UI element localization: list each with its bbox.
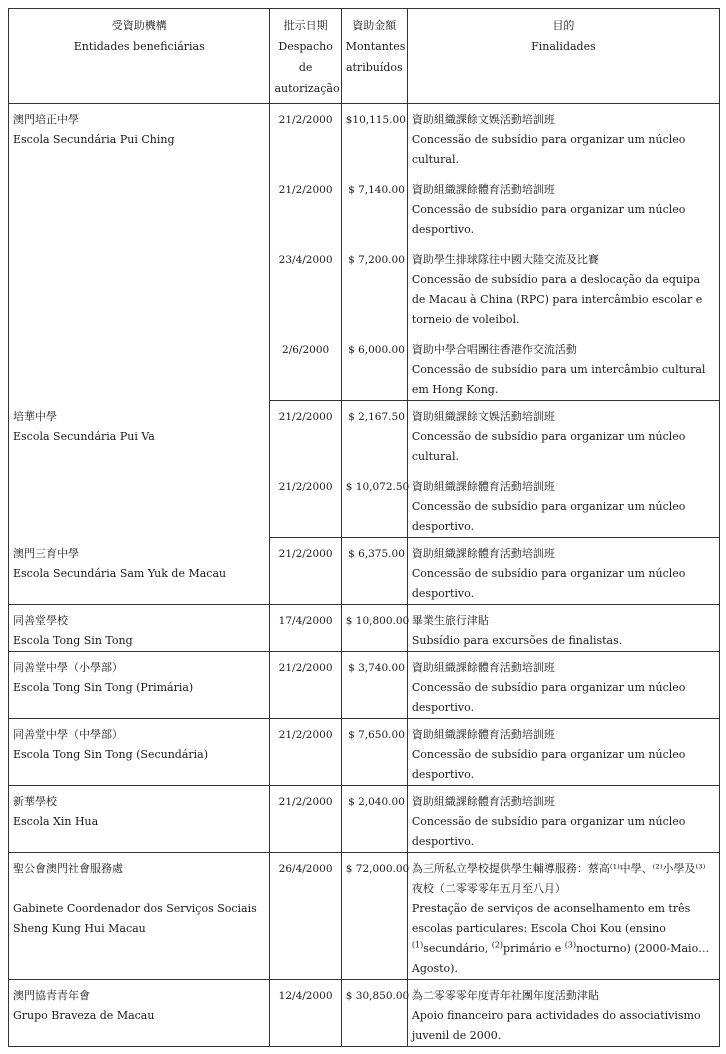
entity-cell (9, 786, 270, 853)
purpose-pt: Concessão de subsídio para organizar um núcleo desportivo. (411, 567, 686, 600)
entity-group-sam-yuk (9, 538, 720, 605)
purpose-zh: 資助組織課餘文娛活動培訓班 (411, 410, 555, 423)
header-date-zh: 批示日期 (283, 19, 328, 32)
entity-name-pt: Escola Tong Sin Tong (Secundária) (13, 748, 209, 761)
date-cell: 21/2/2000 (270, 786, 341, 853)
header-entity-pt: Entidades beneficiárias (73, 40, 205, 53)
purpose-pt: Concessão de subsídio para organizar um núcleo desportivo. (411, 681, 686, 714)
date-cell: 21/2/2000 (270, 652, 341, 719)
purpose-pt-part-b: secundário, (423, 942, 492, 955)
purpose-cell (407, 853, 719, 980)
purpose-pt: Concessão de subsídio para organizar um núcleo cultural. (411, 133, 686, 166)
table-row (9, 719, 720, 786)
purpose-cell (407, 104, 719, 171)
amount-cell: $10,115.00 (341, 104, 407, 171)
purpose-zh: 資助學生排球隊往中國大陸交流及比賽 (411, 253, 599, 266)
amount-cell: $ 7,140.00 (341, 170, 407, 240)
purpose-zh: 資助組織課餘體育活動培訓班 (411, 480, 555, 493)
purpose-zh: 畢業生旅行津貼 (411, 614, 489, 627)
header-date-pt1: Despacho de (278, 40, 333, 74)
entity-cell (9, 853, 270, 980)
entity-cell (9, 104, 270, 401)
entity-group-pui-va (9, 401, 720, 538)
date-cell: 21/2/2000 (270, 104, 341, 171)
purpose-pt: Concessão de subsídio para organizar um núcleo desportivo. (411, 203, 686, 236)
purpose-pt-part-d: nocturno) (2000-Maio…Agosto). (411, 942, 710, 975)
amount-cell: $ 30,850.00 (341, 980, 407, 1047)
footnote-marker-3: (3) (564, 940, 577, 950)
header-amount (341, 9, 407, 104)
purpose-cell (407, 719, 719, 786)
date-cell: 23/4/2000 (270, 240, 341, 330)
header-date (270, 9, 341, 104)
purpose-cell (407, 652, 719, 719)
entity-name-pt-line1: Gabinete Coordenador dos Serviços Sociais (13, 902, 257, 915)
entity-group-tong-sin-tong (9, 605, 720, 652)
purpose-cell (407, 538, 719, 605)
entity-cell (9, 401, 270, 538)
entity-blank-line (13, 879, 265, 899)
entity-name-zh: 澳門培正中學 (13, 113, 79, 126)
entity-name-pt: Escola Secundária Pui Ching (13, 133, 175, 146)
table-row (9, 853, 720, 980)
purpose-cell (407, 786, 719, 853)
entity-name-zh: 聖公會澳門社會服務處 (13, 862, 123, 875)
amount-cell: $ 6,000.00 (341, 330, 407, 401)
header-entity-zh: 受資助機構 (111, 19, 167, 32)
entity-cell (9, 980, 270, 1047)
purpose-cell (407, 467, 719, 538)
table-row (9, 401, 720, 468)
amount-cell: $ 2,040.00 (341, 786, 407, 853)
purpose-pt: Concessão de subsídio para organizar um núcleo cultural. (411, 430, 686, 463)
entity-name-pt: Escola Secundária Pui Va (13, 429, 155, 443)
amount-cell: $ 10,800.00 (341, 605, 407, 652)
purpose-zh: 資助中學合唱團往香港作交流活動 (411, 343, 577, 356)
table-row (9, 538, 720, 605)
entity-name-zh: 澳門三育中學 (13, 546, 79, 560)
table-row (9, 652, 720, 719)
purpose-zh: 為三所私立學校提供學生輔導服務：蔡高⁽¹⁾中學、⁽²⁾小學及⁽³⁾夜校（二零零零年五月至八月） (411, 862, 706, 895)
date-cell: 26/4/2000 (270, 853, 341, 980)
entity-name-pt: Escola Tong Sin Tong (Primária) (13, 681, 194, 694)
purpose-zh: 資助組織課餘文娛活動培訓班 (411, 113, 555, 126)
entity-group-pui-ching (9, 104, 720, 401)
amount-cell: $ 6,375.00 (341, 538, 407, 605)
entity-name-zh: 培華中學 (13, 409, 57, 423)
purpose-pt: Concessão de subsídio para organizar um núcleo desportivo. (411, 500, 686, 533)
purpose-pt: Concessão de subsídio para organizar um núcleo desportivo. (411, 748, 686, 781)
date-cell: 21/2/2000 (270, 719, 341, 786)
purpose-zh: 為二零零零年度青年社團年度活動津貼 (411, 989, 599, 1002)
entity-group-sheng-kung-hui (9, 853, 720, 980)
footnote-marker-2: (2) (491, 940, 504, 950)
entity-group-xin-hua (9, 786, 720, 853)
entity-group-braveza (9, 980, 720, 1047)
purpose-cell (407, 170, 719, 240)
entity-cell (9, 719, 270, 786)
table-row (9, 605, 720, 652)
purpose-zh: 資助組織課餘體育活動培訓班 (411, 183, 555, 196)
entity-cell (9, 538, 270, 605)
date-cell: 17/4/2000 (270, 605, 341, 652)
purpose-pt: Concessão de subsídio para um intercâmbio cultural em Hong Kong. (411, 363, 706, 396)
header-amount-pt2: atribuídos (345, 61, 403, 74)
purpose-pt: Concessão de subsídio para a deslocação da equipa de Macau à China (RPC) para intercâmbio escolar e torneio de voleibol. (411, 273, 703, 326)
table-row (9, 980, 720, 1047)
purpose-cell (407, 401, 719, 468)
amount-cell: $ 3,740.00 (341, 652, 407, 719)
grants-table (8, 8, 720, 1047)
date-cell: 12/4/2000 (270, 980, 341, 1047)
entity-group-tong-sin-tong-primaria (9, 652, 720, 719)
entity-name-pt: Escola Secundária Sam Yuk de Macau (13, 566, 227, 580)
entity-cell (9, 652, 270, 719)
purpose-cell (407, 980, 719, 1047)
date-cell: 21/2/2000 (270, 170, 341, 240)
purpose-zh: 資助組織課餘體育活動培訓班 (411, 661, 555, 674)
date-cell: 21/2/2000 (270, 467, 341, 538)
purpose-pt: Concessão de subsídio para organizar um núcleo desportivo. (411, 815, 686, 848)
date-cell: 2/6/2000 (270, 330, 341, 401)
entity-name-pt: Escola Tong Sin Tong (13, 634, 133, 647)
entity-name-pt: Escola Xin Hua (13, 815, 99, 828)
amount-cell: $ 7,200.00 (341, 240, 407, 330)
header-purpose (407, 9, 719, 104)
purpose-pt: Subsídio para excursões de finalistas. (411, 634, 623, 647)
entity-cell (9, 605, 270, 652)
purpose-pt: Apoio financeiro para actividades do associativismo juvenil de 2000. (411, 1009, 701, 1042)
entity-name-zh: 新華學校 (13, 795, 57, 808)
purpose-pt-part-c: primário e (503, 942, 565, 955)
purpose-cell (407, 240, 719, 330)
purpose-pt-part-a: Prestação de serviços de aconselhamento em três escolas particulares: Escola Choi Kou (ensino (411, 902, 691, 935)
header-purpose-zh: 目的 (552, 19, 575, 32)
amount-cell: $ 7,650.00 (341, 719, 407, 786)
amount-cell: $ 72,000.00 (341, 853, 407, 980)
entity-name-zh: 同善堂學校 (13, 614, 68, 627)
date-cell: 21/2/2000 (270, 401, 341, 468)
table-row (9, 104, 720, 171)
amount-cell: $ 10,072.50 (341, 467, 407, 538)
footnote-marker-1: (1) (411, 940, 424, 950)
table-header-row (9, 9, 720, 104)
header-entity (9, 9, 270, 104)
amount-cell: $ 2,167.50 (341, 401, 407, 468)
purpose-zh: 資助組織課餘體育活動培訓班 (411, 795, 555, 808)
purpose-cell (407, 330, 719, 401)
entity-name-pt-line2: Sheng Kung Hui Macau (13, 922, 146, 935)
purpose-cell (407, 605, 719, 652)
entity-name-zh: 同善堂中學（小學部） (13, 661, 123, 674)
entity-group-tong-sin-tong-secundaria (9, 719, 720, 786)
date-cell: 21/2/2000 (270, 538, 341, 605)
header-amount-zh: 資助金額 (352, 19, 397, 32)
header-date-pt2: autorização (274, 82, 340, 95)
header-amount-pt1: Montantes (345, 40, 406, 53)
entity-name-zh: 同善堂中學（中學部） (13, 728, 123, 741)
purpose-zh: 資助組織課餘體育活動培訓班 (411, 728, 555, 741)
entity-name-pt: Grupo Braveza de Macau (13, 1009, 155, 1022)
table-row (9, 786, 720, 853)
header-purpose-pt: Finalidades (531, 40, 596, 53)
entity-name-zh: 澳門協青青年會 (13, 989, 90, 1002)
purpose-zh: 資助組織課餘體育活動培訓班 (411, 547, 555, 560)
purpose-pt (412, 899, 715, 979)
